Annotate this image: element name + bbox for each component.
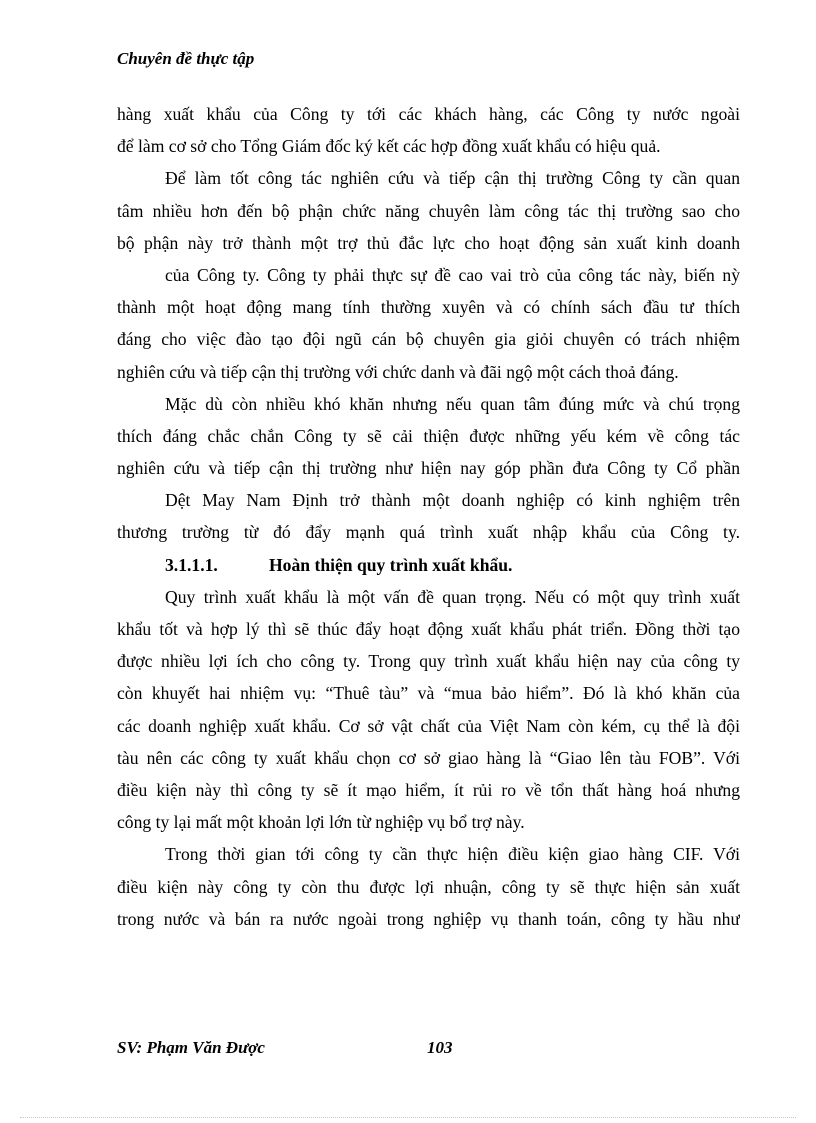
text-line: tâm nhiều hơn đến bộ phận chức năng chuyên làm công tác thị trường sao cho: [117, 200, 740, 221]
text-line: để làm cơ sở cho Tổng Giám đốc ký kết các hợp đồng xuất khẩu có hiệu quả.: [117, 136, 661, 157]
text-line: tàu nên các công ty xuất khẩu chọn cơ sở giao hàng là “Giao lên tàu FOB”. Với: [117, 747, 740, 768]
text-line: nghiên cứu và tiếp cận thị trường như hiện nay góp phần đưa Công ty Cổ phần: [117, 458, 740, 479]
text-line: của Công ty. Công ty phải thực sự đề cao vai trò của công tác này, biến nỳ: [165, 264, 740, 285]
text-line: còn khuyết hai nhiệm vụ: “Thuê tàu” và “mua bảo hiểm”. Đó là khó khăn của: [117, 683, 740, 704]
section-heading: [117, 549, 740, 581]
text-line: hàng xuất khẩu của Công ty tới các khách hàng, các Công ty nước ngoài: [117, 104, 740, 124]
text-line: thương trường từ đó đẩy mạnh quá trình xuất nhập khẩu của Công ty.: [117, 522, 740, 543]
text-line: Để làm tốt công tác nghiên cứu và tiếp cận thị trường Công ty cần quan: [165, 168, 740, 189]
text-line: Quy trình xuất khẩu là một vấn đề quan trọng. Nếu có một quy trình xuất: [165, 586, 740, 607]
text-line: nghiên cứu và tiếp cận thị trường với chức danh và đãi ngộ một cách thoả đáng.: [117, 361, 679, 382]
text-line: Dệt May Nam Định trở thành một doanh nghiệp có kinh nghiệm trên: [165, 490, 740, 511]
text-line: đáng cho việc đào tạo đội ngũ cán bộ chuyên gia giỏi chuyên có trách nhiệm: [117, 329, 740, 350]
text-line: thích đáng chắc chắn Công ty sẽ cải thiện được những yếu kém về công tác: [117, 425, 740, 446]
text-line: thành một hoạt động mang tính thường xuyên và có chính sách đầu tư thích: [117, 297, 740, 318]
body-text: [117, 98, 740, 935]
page-bottom-divider: [20, 1117, 796, 1118]
page-header-title: Chuyên đề thực tập: [117, 49, 255, 68]
text-line: Mặc dù còn nhiều khó khăn nhưng nếu quan tâm đúng mức và chú trọng: [165, 393, 740, 414]
text-line: Trong thời gian tới công ty cần thực hiện điều kiện giao hàng CIF. Với: [165, 844, 740, 865]
text-line: điều kiện này thì công ty sẽ ít mạo hiểm, ít rủi ro về tổn thất hàng hoá nhưng: [117, 779, 740, 800]
footer-page-number: 103: [427, 1038, 453, 1057]
text-line: được nhiều lợi ích cho công ty. Trong quy trình xuất khẩu hiện nay của công ty: [117, 651, 740, 672]
text-line: khẩu tốt và hợp lý thì sẽ thúc đẩy hoạt động xuất khẩu phát triển. Đồng thời tạo: [117, 619, 740, 639]
text-line: điều kiện này công ty còn thu được lợi nhuận, công ty sẽ thực hiện sản xuất: [117, 876, 740, 897]
text-line: công ty lại mất một khoản lợi lớn từ nghiệp vụ bổ trợ này.: [117, 812, 525, 833]
text-line: bộ phận này trở thành một trợ thủ đắc lực cho hoạt động sản xuất kinh doanh: [117, 232, 740, 253]
section-heading-title: Hoàn thiện quy trình xuất khẩu.: [269, 554, 513, 575]
text-line: trong nước và bán ra nước ngoài trong nghiệp vụ thanh toán, công ty hầu như: [117, 908, 740, 929]
text-line: các doanh nghiệp xuất khẩu. Cơ sở vật chất của Việt Nam còn kém, cụ thể là đội: [117, 715, 740, 736]
footer-author: SV: Phạm Văn Được: [117, 1038, 265, 1057]
section-heading-number: 3.1.1.1.: [165, 554, 218, 575]
